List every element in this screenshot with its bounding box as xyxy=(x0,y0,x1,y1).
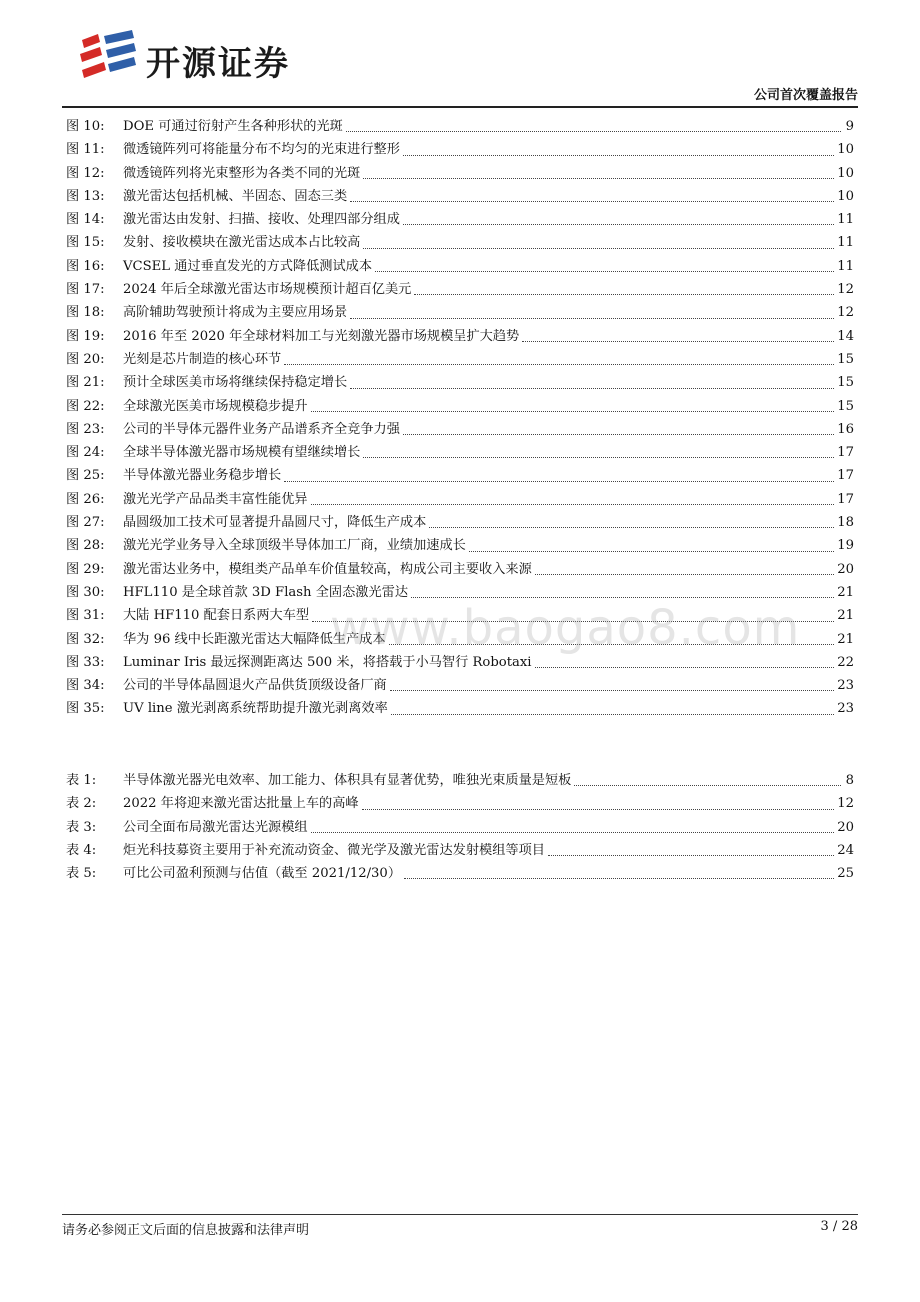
toc-page-number: 19 xyxy=(837,538,854,554)
toc-page-number: 25 xyxy=(837,866,854,882)
toc-page-number: 15 xyxy=(837,351,854,367)
figure-index-row[interactable] xyxy=(66,418,854,441)
footer-disclaimer: 请务必参阅正文后面的信息披露和法律声明 xyxy=(62,1223,310,1238)
toc-label: 图 16: xyxy=(66,258,105,274)
toc-title: 全球激光医美市场规模稳步提升 xyxy=(123,398,308,414)
toc-label: 图 28: xyxy=(66,538,105,554)
toc-page-number: 12 xyxy=(837,305,854,321)
toc-page-number: 12 xyxy=(837,796,854,812)
toc-title: 激光雷达由发射、扫描、接收、处理四部分组成 xyxy=(123,212,400,228)
table-index-row[interactable] xyxy=(66,792,854,815)
toc-leader-dots xyxy=(403,223,834,225)
toc-title: HFL110 是全球首款 3D Flash 全固态激光雷达 xyxy=(123,584,409,600)
toc-page-number: 20 xyxy=(837,819,854,835)
toc-label: 图 31: xyxy=(66,608,105,624)
header-divider xyxy=(62,106,858,108)
toc-leader-dots xyxy=(363,456,834,458)
toc-leader-dots xyxy=(414,293,834,295)
toc-page-number: 21 xyxy=(837,584,854,600)
toc-label: 表 4: xyxy=(66,842,97,858)
toc-page-number: 11 xyxy=(837,258,854,274)
toc-title: 大陆 HF110 配套日系两大车型 xyxy=(123,608,310,624)
toc-page-number: 22 xyxy=(837,654,854,670)
toc-title: 公司全面布局激光雷达光源模组 xyxy=(123,819,308,835)
toc-label: 图 11: xyxy=(66,142,105,158)
table-index-list xyxy=(66,769,854,885)
toc-label: 图 29: xyxy=(66,561,105,577)
toc-label: 表 1: xyxy=(66,773,97,788)
toc-page-number: 10 xyxy=(837,165,854,181)
figure-index-row[interactable] xyxy=(66,464,854,487)
toc-leader-dots xyxy=(403,433,834,435)
toc-label: 表 5: xyxy=(66,866,97,882)
toc-title: 高阶辅助驾驶预计将成为主要应用场景 xyxy=(123,305,348,321)
toc-leader-dots xyxy=(284,363,834,365)
toc-leader-dots xyxy=(404,877,834,879)
watermark-text: www.baogao8.com xyxy=(330,600,801,656)
toc-title: 可比公司盈利预测与估值（截至 2021/12/30） xyxy=(123,866,402,882)
toc-leader-dots xyxy=(346,130,841,132)
kaiyuan-logo-icon xyxy=(78,30,138,84)
toc-label: 图 30: xyxy=(66,584,105,600)
toc-label: 图 19: xyxy=(66,328,105,344)
toc-page-number: 21 xyxy=(837,608,854,624)
table-index-row[interactable] xyxy=(66,862,854,885)
toc-page-number: 11 xyxy=(837,212,854,228)
figure-index-row[interactable] xyxy=(66,301,854,324)
toc-label: 图 13: xyxy=(66,188,105,204)
toc-title: 全球半导体激光器市场规模有望继续增长 xyxy=(123,445,361,461)
toc-label: 图 32: xyxy=(66,631,105,647)
figure-index-row[interactable] xyxy=(66,697,854,720)
toc-title: 2016 年至 2020 年全球材料加工与光刻激光器市场规模呈扩大趋势 xyxy=(123,328,520,344)
page-header xyxy=(0,0,920,110)
toc-page-number: 11 xyxy=(837,235,854,251)
figure-index-row[interactable] xyxy=(66,511,854,534)
toc-page-number: 23 xyxy=(837,678,854,694)
toc-page-number: 12 xyxy=(837,282,854,298)
toc-page-number: 10 xyxy=(837,142,854,158)
toc-title: 微透镜阵列将光束整形为各类不同的光斑 xyxy=(123,165,361,181)
toc-title: 激光雷达包括机械、半固态、固态三类 xyxy=(123,188,348,204)
figure-index-row[interactable] xyxy=(66,278,854,301)
toc-title: 公司的半导体元器件业务产品谱系齐全竞争力强 xyxy=(123,421,400,437)
figure-index-row[interactable] xyxy=(66,255,854,278)
toc-label: 图 26: xyxy=(66,491,105,507)
toc-label: 图 14: xyxy=(66,212,105,228)
toc-leader-dots xyxy=(429,526,834,528)
toc-page-number: 20 xyxy=(837,561,854,577)
toc-page-number: 23 xyxy=(837,701,854,717)
toc-title: Luminar Iris 最远探测距离达 500 米，将搭载于小马智行 Robotaxi xyxy=(123,654,532,670)
toc-title: UV line 激光剥离系统帮助提升激光剥离效率 xyxy=(123,701,388,717)
figure-index-row[interactable] xyxy=(66,138,854,161)
toc-title: 2024 年后全球激光雷达市场规模预计超百亿美元 xyxy=(123,282,412,298)
toc-label: 图 17: xyxy=(66,282,105,298)
toc-leader-dots xyxy=(363,247,834,249)
toc-label: 图 34: xyxy=(66,678,105,694)
table-index-row[interactable] xyxy=(66,839,854,862)
toc-leader-dots xyxy=(548,854,834,856)
toc-page-number: 9 xyxy=(845,119,854,134)
figure-index-row[interactable] xyxy=(66,325,854,348)
toc-leader-dots xyxy=(350,200,834,202)
figure-index-row[interactable] xyxy=(66,348,854,371)
figure-index-row[interactable] xyxy=(66,371,854,394)
toc-page-number: 14 xyxy=(837,328,854,344)
toc-leader-dots xyxy=(391,713,834,715)
toc-page-number: 17 xyxy=(837,445,854,461)
toc-page-number: 10 xyxy=(837,188,854,204)
toc-leader-dots xyxy=(403,154,834,156)
figure-index-row[interactable] xyxy=(66,115,854,138)
figure-index-row[interactable] xyxy=(66,185,854,208)
figure-index-row[interactable] xyxy=(66,395,854,418)
toc-title: VCSEL 通过垂直发光的方式降低测试成本 xyxy=(123,258,373,274)
toc-leader-dots xyxy=(535,666,835,668)
toc-label: 图 15: xyxy=(66,235,105,251)
toc-title: 炬光科技募资主要用于补充流动资金、微光学及激光雷达发射模组等项目 xyxy=(123,842,545,858)
toc-leader-dots xyxy=(362,808,835,810)
toc-page-number: 15 xyxy=(837,375,854,391)
toc-title: 光刻是芯片制造的核心环节 xyxy=(123,351,282,367)
toc-leader-dots xyxy=(311,410,835,412)
figure-index-row[interactable] xyxy=(66,674,854,697)
figure-index-row[interactable] xyxy=(66,162,854,185)
toc-label: 表 2: xyxy=(66,796,97,812)
toc-title: 预计全球医美市场将继续保持稳定增长 xyxy=(123,375,348,391)
figure-index-row[interactable] xyxy=(66,534,854,557)
toc-title: 半导体激光器光电效率、加工能力、体积具有显著优势，唯独光束质量是短板 xyxy=(123,773,572,788)
toc-label: 图 20: xyxy=(66,351,105,367)
toc-leader-dots xyxy=(469,550,834,552)
figure-index-row[interactable] xyxy=(66,558,854,581)
toc-label: 图 18: xyxy=(66,305,105,321)
toc-label: 图 27: xyxy=(66,515,105,531)
toc-title: 激光光学业务导入全球顶级半导体加工厂商，业绩加速成长 xyxy=(123,538,466,554)
toc-label: 表 3: xyxy=(66,819,97,835)
toc-leader-dots xyxy=(311,503,835,505)
toc-label: 图 33: xyxy=(66,654,105,670)
report-type-label: 公司首次覆盖报告 xyxy=(753,88,858,103)
toc-leader-dots xyxy=(375,270,834,272)
toc-title: 华为 96 线中长距激光雷达大幅降低生产成本 xyxy=(123,631,386,647)
toc-page-number: 8 xyxy=(845,773,854,788)
toc-label: 图 25: xyxy=(66,468,105,484)
table-index-row[interactable] xyxy=(66,816,854,839)
toc-leader-dots xyxy=(363,177,834,179)
toc-title: 公司的半导体晶圆退火产品供货顶级设备厂商 xyxy=(123,678,387,694)
company-logo-text: 开源证券 xyxy=(146,44,290,84)
toc-title: DOE 可通过衍射产生各种形状的光斑 xyxy=(123,119,343,134)
toc-page-number: 15 xyxy=(837,398,854,414)
toc-leader-dots xyxy=(284,480,834,482)
toc-title: 半导体激光器业务稳步增长 xyxy=(123,468,282,484)
footer-divider xyxy=(62,1214,858,1215)
toc-label: 图 24: xyxy=(66,445,105,461)
toc-leader-dots xyxy=(411,596,834,598)
toc-leader-dots xyxy=(390,689,834,691)
toc-page-number: 18 xyxy=(837,515,854,531)
toc-title: 晶圆级加工技术可显著提升晶圆尺寸，降低生产成本 xyxy=(123,515,427,531)
toc-title: 发射、接收模块在激光雷达成本占比较高 xyxy=(123,235,361,251)
toc-leader-dots xyxy=(574,784,841,786)
toc-page-number: 24 xyxy=(837,842,854,858)
figure-index-row[interactable] xyxy=(66,441,854,464)
figure-index-row[interactable] xyxy=(66,208,854,231)
toc-leader-dots xyxy=(350,317,834,319)
toc-label: 图 10: xyxy=(66,119,105,134)
table-index-row[interactable] xyxy=(66,769,854,792)
toc-title: 激光光学产品品类丰富性能优异 xyxy=(123,491,308,507)
toc-label: 图 35: xyxy=(66,701,105,717)
footer-page-number: 3 / 28 xyxy=(820,1219,858,1234)
toc-title: 2022 年将迎来激光雷达批量上车的高峰 xyxy=(123,796,359,812)
figure-index-row[interactable] xyxy=(66,231,854,254)
toc-label: 图 23: xyxy=(66,421,105,437)
toc-title: 微透镜阵列可将能量分布不均匀的光束进行整形 xyxy=(123,142,400,158)
toc-label: 图 22: xyxy=(66,398,105,414)
toc-leader-dots xyxy=(311,831,835,833)
toc-label: 图 21: xyxy=(66,375,105,391)
toc-leader-dots xyxy=(535,573,834,575)
toc-page-number: 16 xyxy=(837,421,854,437)
toc-page-number: 21 xyxy=(837,631,854,647)
toc-title: 激光雷达业务中，模组类产品单车价值量较高，构成公司主要收入来源 xyxy=(123,561,532,577)
toc-page-number: 17 xyxy=(837,491,854,507)
toc-leader-dots xyxy=(350,387,834,389)
toc-page-number: 17 xyxy=(837,468,854,484)
figure-index-row[interactable] xyxy=(66,488,854,511)
toc-leader-dots xyxy=(522,340,834,342)
toc-label: 图 12: xyxy=(66,165,105,181)
